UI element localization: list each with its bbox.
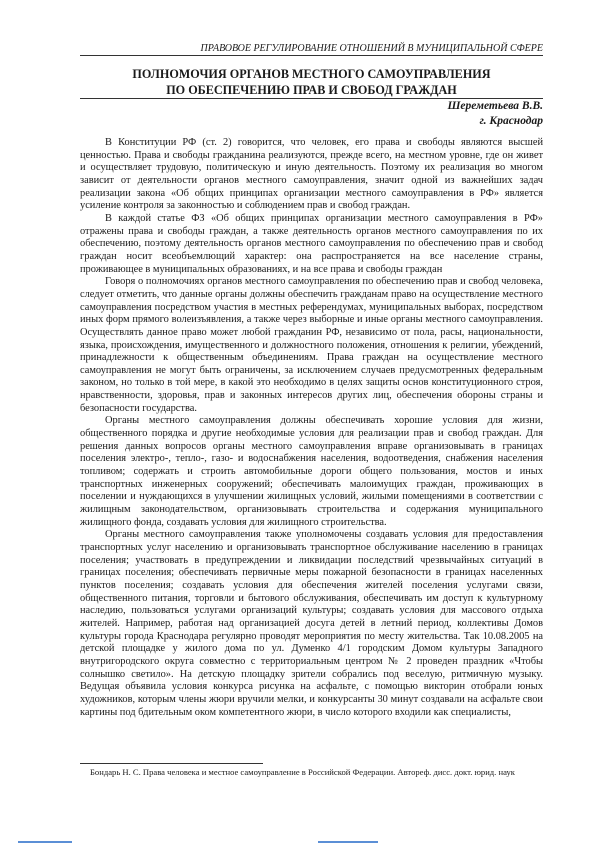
running-head: ПРАВОВОЕ РЕГУЛИРОВАНИЕ ОТНОШЕНИЙ В МУНИЦИПАЛЬНОЙ СФЕРЕ (200, 43, 543, 54)
header-rule (80, 55, 543, 56)
paragraph: В Конституции РФ (ст. 2) говорится, что человек, его права и свободы являются высшей ценностью. Права и свободы гражданина реализуются, прежде всего, на местном уровне, где он живет и осуществляет трудовую, политическую и иную деятельность. Поэтому их реализация во многом зависит от деятельности органов местного самоуправления, значит одной из важнейших задач реализации закона «Об общих принципах организации местного самоуправления в РФ» является усиление контроля за законностью и соблюдением прав и свобод граждан. (80, 137, 543, 212)
page-marker-left (18, 841, 72, 843)
author-block (447, 99, 543, 129)
footnote: Бондарь Н. С. Права человека и местное самоуправление в Российской Федерации. Автореф. дисс. докт. юрид. наук (90, 767, 515, 777)
author-name: Шереметьева В.В. (447, 100, 543, 112)
page (80, 0, 543, 848)
title-line-1: ПОЛНОМОЧИЯ ОРГАНОВ МЕСТНОГО САМОУПРАВЛЕНИЯ (132, 67, 491, 81)
author-city: г. Краснодар (479, 115, 543, 127)
article-title (80, 66, 543, 98)
article-body (80, 137, 543, 719)
footnote-rule (80, 763, 263, 764)
paragraph: Говоря о полномочиях органов местного самоуправления по обеспечению прав и свобод человека, следует отметить, что данные органы должны обеспечить гражданам право на осуществление местного самоуправления посредством участия в местных референдумах, муниципальных выборах, посредством иных форм прямого волеизъявления, а также через выборные и иные органы местного самоуправления. Осуществлять данное право может любой гражданин РФ, независимо от пола, расы, национальности, языка, происхождения, имущественного и должностного положения, отношения к религии, убеждений, принадлежности к общественным объединениям. Права граждан на осуществление местного самоуправления не могут быть ограничены, за исключением случаев предусмотренных федеральным законом, но только в той мере, в какой это необходимо в целях защиты основ конституционного строя, нравственности, здоровья, прав и законных интересов других лиц, обеспечения обороны страны и безопасности государства. (80, 276, 543, 414)
paragraph: Органы местного самоуправления должны обеспечивать хорошие условия для жизни, общественного порядка и другие необходимые условия для реализации прав и свобод граждан. Для решения данных вопросов органы местного самоуправления вправе организовывать в границах поселения электро-, тепло-, газо- и водоснабжения населения, водоотведения, снабжения населения топливом; содержать и строить автомобильные дороги общего пользования, мостов и иных транспортных инженерных сооружений; обеспечивать малоимущих граждан, проживающих в поселении и нуждающихся в улучшении жилищных условий, жилыми помещениями в соответствии с жилищным законодательством, организовывать строительства и содержания муниципального жилищного фонда, создавать условия для жилищного строительства. (80, 415, 543, 528)
paragraph: Органы местного самоуправления также уполномочены создавать условия для предоставления транспортных услуг населению и организовывать транспортное обслуживание населению в границах поселения; участвовать в предупреждении и ликвидации последствий чрезвычайных ситуаций в границах поселения; обеспечивать первичные меры пожарной безопасности в границах населенных пунктов поселения; создавать условия для обеспечения жителей поселения услугами связи, общественного питания, торговли и бытового обслуживания, обеспечивать им доступ к культурному наследию, пользоваться услугами организаций культуры; создавать условия для массового отдыха жителей. Например, работая над организацией досуга детей в летний период, коллективы Домов культуры города Краснодара регулярно проводят мероприятия по месту жительства. Так 10.08.2005 на детской площадке у жилого дома по ул. Думенко 4/1 городским Домом культуры Западного внутригородского округа совместно с территориальным центром № 2 проведен праздник «Чтобы солнышко светило». На детскую площадку зрители собрались под веселую, ритмичную музыку. Ведущая объявила условия конкурса рисунка на асфальте, с помощью викторин отобрали юных художников, которым члены жюри вручили мелки, и конкурсанты 30 минут создавали на асфальте свои картины под бдительным оком компетентного жюри, в число которого входили как специалисты, (80, 529, 543, 718)
paragraph: В каждой статье ФЗ «Об общих принципах организации местного самоуправления в РФ» отражены права и свободы граждан, а также деятельность органов местного самоуправления по их обеспечению, поэтому деятельность органов местного самоуправления по обеспечению прав и свобод граждан носит всеобъемлющий характер: она распространяется на все население страны, проживающее в муниципальных образованиях, и на все права и свободы граждан (80, 212, 543, 275)
page-marker-right (318, 841, 378, 843)
title-line-2: ПО ОБЕСПЕЧЕНИЮ ПРАВ И СВОБОД ГРАЖДАН (166, 83, 457, 97)
